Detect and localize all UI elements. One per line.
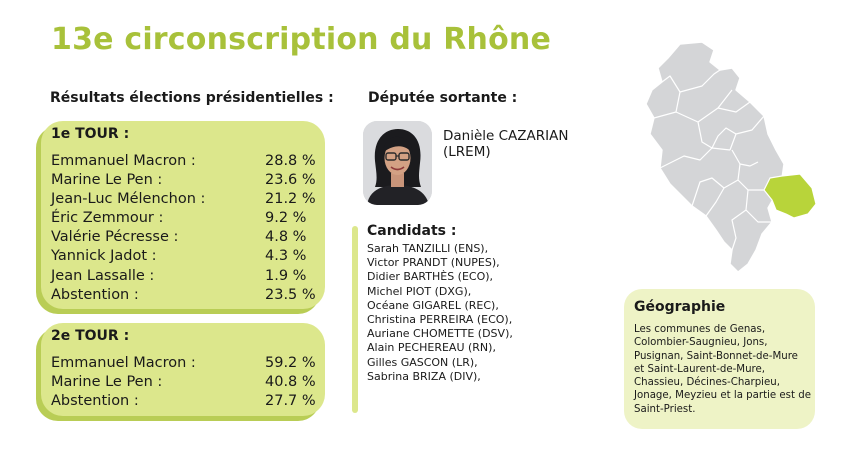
list-item: Alain PECHEREAU (RN), — [367, 341, 496, 355]
candidate-pct: 1.9 % — [265, 267, 307, 284]
candidate-pct: 59.2 % — [265, 355, 316, 371]
result-row — [51, 373, 315, 392]
candidate-name: Valérie Pécresse : — [51, 229, 179, 246]
candidate-name: Éric Zemmour : — [51, 210, 164, 227]
candidate-name: Yannick Jadot : — [51, 248, 157, 265]
deputy-name-block — [443, 128, 568, 160]
list-item: Sabrina BRIZA (DIV), — [367, 369, 481, 383]
geography-heading: Géographie — [634, 299, 726, 315]
list-item: Christina PERREIRA (ECO), — [367, 313, 513, 327]
abstention-label: Abstention : — [51, 393, 139, 410]
list-item: Michel PIOT (DXG), — [367, 284, 472, 298]
candidates-list — [367, 242, 513, 384]
abstention-label: Abstention : — [51, 286, 139, 303]
department-outline — [646, 42, 784, 272]
page-title: 13e circonscription du Rhône — [51, 22, 552, 57]
candidate-name: Marine Le Pen : — [51, 374, 163, 391]
deputy-heading: Députée sortante : — [368, 90, 518, 106]
second-round-box — [41, 323, 325, 416]
candidates-heading: Candidats : — [367, 223, 457, 239]
results-heading: Résultats élections présidentielles : — [50, 90, 334, 106]
list-item: Sarah TANZILLI (ENS), — [367, 242, 489, 255]
candidate-pct: 28.8 % — [265, 153, 316, 169]
candidates-accent-bar — [352, 226, 358, 413]
candidate-pct: 9.2 % — [265, 210, 307, 227]
highlighted-constituency — [764, 174, 816, 218]
candidate-name: Emmanuel Macron : — [51, 355, 196, 371]
candidate-pct: 40.8 % — [265, 374, 316, 391]
candidate-name: Emmanuel Macron : — [51, 153, 196, 169]
result-row — [51, 267, 315, 286]
candidate-name: Marine Le Pen : — [51, 172, 163, 189]
candidate-name: Jean-Luc Mélenchon : — [51, 191, 206, 208]
list-item: Gilles GASCON (LR), — [367, 355, 478, 369]
candidate-pct: 4.8 % — [265, 229, 307, 246]
geography-text: Les communes de Genas, Colombier-Saugnieu, Jons, Pusignan, Saint-Bonnet-de-Mure et Saint-Laurent-de-Mure, Chassieu, Décines-Charpieu, Jonage, Meyzieu et la partie est de Saint-Priest. — [634, 324, 811, 415]
first-round-box — [41, 121, 325, 309]
abstention-pct: 23.5 % — [265, 286, 316, 303]
list-item: Auriane CHOMETTE (DSV), — [367, 327, 513, 341]
candidate-pct: 23.6 % — [265, 172, 316, 189]
second-round-label: 2e TOUR : — [51, 328, 130, 344]
abstention-pct: 27.7 % — [265, 393, 316, 410]
result-row — [51, 171, 315, 190]
candidate-pct: 21.2 % — [265, 191, 316, 208]
list-item: Océane GIGAREL (REC), — [367, 298, 499, 312]
result-row — [51, 286, 315, 305]
result-row — [51, 209, 315, 228]
result-row — [51, 354, 315, 373]
deputy-party: (LREM) — [443, 144, 491, 160]
first-round-label: 1e TOUR : — [51, 126, 130, 142]
result-row — [51, 392, 315, 411]
list-item: Victor PRANDT (NUPES), — [367, 256, 500, 270]
geography-box — [624, 289, 815, 429]
deputy-photo — [363, 121, 432, 205]
result-row — [51, 228, 315, 247]
candidate-pct: 4.3 % — [265, 248, 307, 265]
result-row — [51, 152, 315, 171]
result-row — [51, 247, 315, 266]
deputy-name: Danièle CAZARIAN — [443, 128, 569, 144]
result-row — [51, 190, 315, 209]
list-item: Didier BARTHÈS (ECO), — [367, 270, 494, 284]
department-map — [640, 38, 820, 288]
portrait-image — [363, 121, 432, 205]
candidate-name: Jean Lassalle : — [51, 267, 155, 284]
